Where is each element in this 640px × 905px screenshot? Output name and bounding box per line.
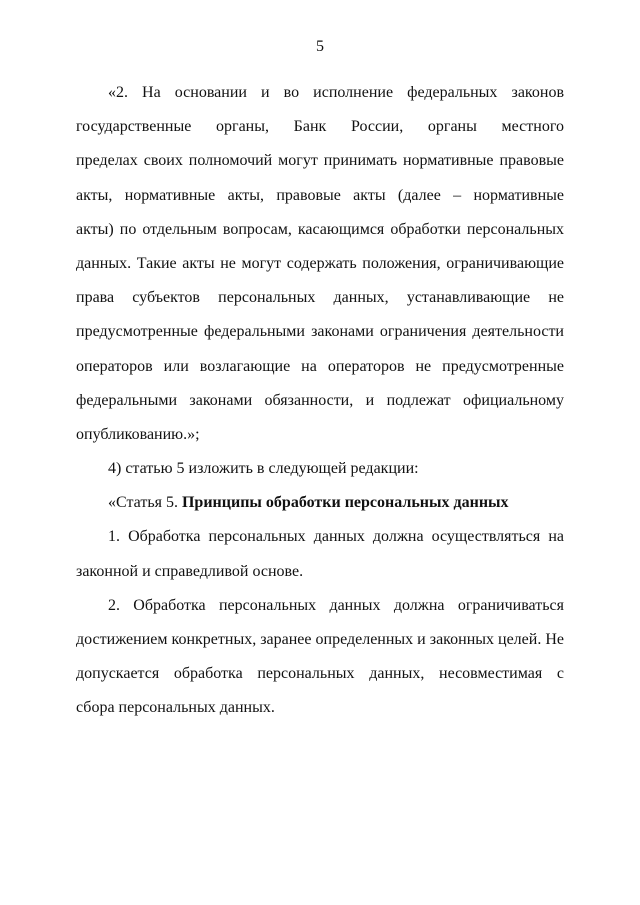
text-line: пределах своих полномочий могут принимать нормативные правовые — [76, 152, 564, 170]
text-line: предусмотренные федеральными законами ограничения деятельности — [76, 323, 564, 341]
text-line: «2. На основании и во исполнение федеральных законов — [108, 84, 564, 101]
text-line: данных. Такие акты не могут содержать положения, ограничивающие — [76, 254, 564, 272]
text-line: 2. Обработка персональных данных должна ограничиваться — [108, 596, 564, 614]
text-line: 1. Обработка персональных данных должна осуществляться на — [108, 528, 564, 546]
text-line: опубликованию.»; — [76, 425, 200, 443]
article-title: Принципы обработки персональных данных — [181, 494, 509, 512]
text-line: допускается обработка персональных данных, несовместимая с — [76, 665, 564, 683]
document-body — [76, 76, 564, 726]
text-line: федеральными законами обязанности, и подлежат официальному — [76, 391, 564, 409]
paragraph-clause-2 — [76, 76, 564, 452]
text-line: достижением конкретных, заранее определенных и законных целей. Не — [76, 631, 564, 648]
article-item-1 — [76, 520, 564, 588]
text-line: государственные органы, Банк России, органы местного — [76, 118, 564, 136]
page-number: 5 — [316, 38, 324, 55]
article-heading — [76, 486, 564, 520]
article-item-2 — [76, 589, 564, 726]
article-prefix: «Статья 5. — [108, 494, 178, 512]
text-line: сбора персональных данных. — [76, 699, 275, 717]
text-line: права субъектов персональных данных, устанавливающие не — [76, 289, 564, 307]
paragraph-amendment: 4) статью 5 изложить в следующей редакции: — [108, 460, 419, 478]
text-line: акты) по отдельным вопросам, касающимся обработки персональных — [76, 220, 564, 238]
text-line: акты, нормативные акты, правовые акты (далее – нормативные — [76, 186, 564, 204]
text-line: операторов или возлагающие на операторов не предусмотренные — [76, 357, 564, 375]
text-line: законной и справедливой основе. — [76, 562, 304, 580]
